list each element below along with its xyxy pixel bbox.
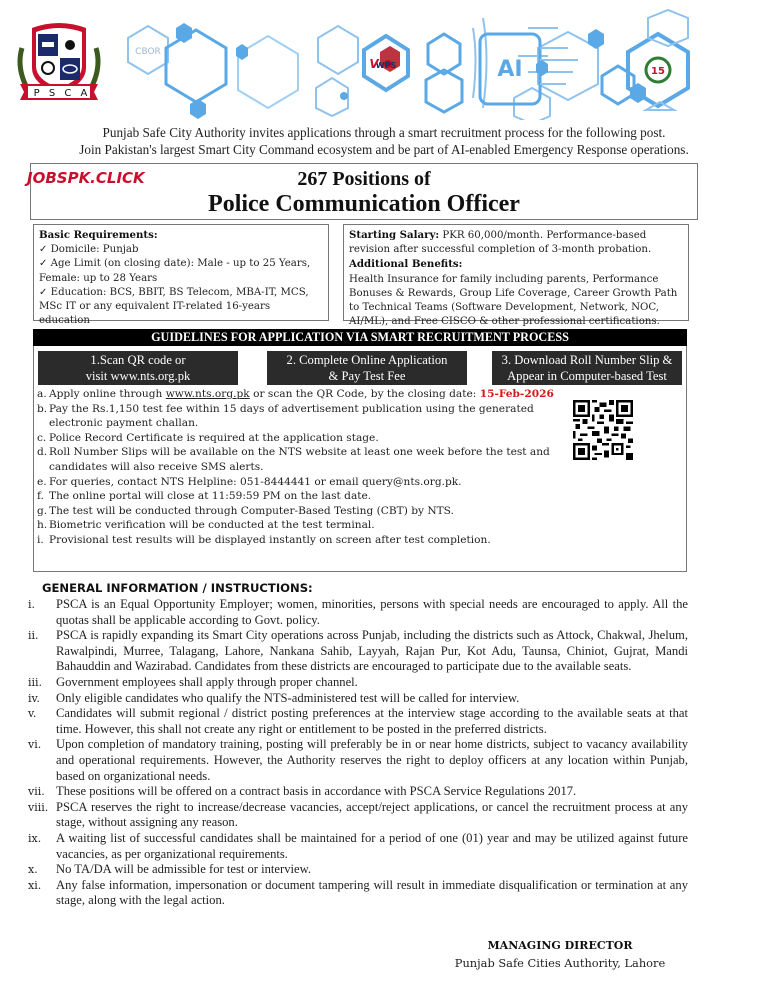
info-item: iv. Only eligible candidates who qualify the NTS-administered test will be called for interview.: [28, 690, 520, 705]
signatory-title: MANAGING DIRECTOR: [487, 939, 633, 952]
guideline-item: h. Biometric verification will be conducted at the test terminal.: [37, 519, 375, 532]
info-item: ii. PSCA is rapidly expanding its Smart City operations across Punjab, including the districts such as Attock, Chakwal, Jhelum, Rawalpindi, Murree, Talagang, Lahore, Nankana Sahib, Layyah, Rajan Pur, Kot Adu, Taunsa, Chiniot, Gujrat, Mandi Bahauddin and Wazirabad. Candidates from these districts are encouraged to participate due to the available seats.: [28, 628, 688, 674]
salary-benefits-box: [343, 224, 689, 328]
salary-text: Starting Salary: PKR 60,000/month. Performance-based revision after successful completion of 3-month probation.: [349, 229, 652, 256]
step-1: 1.Scan QR code or visit www.nts.org.pk: [38, 351, 238, 385]
step-2: 2. Complete Online Application & Pay Test Fee: [267, 351, 467, 385]
logo-text: P S C A: [33, 88, 91, 99]
qr-code-icon[interactable]: [573, 400, 633, 460]
guidelines-list: [37, 387, 567, 548]
title-box: [27, 163, 698, 220]
check-icon: ✓: [39, 286, 48, 298]
guidelines-heading: GUIDELINES FOR APPLICATION VIA SMART RECRUITMENT PROCESS: [33, 329, 687, 346]
info-item: xi. Any false information, impersonation or document tampering will result in immediate disqualification or termination at any stage, along with the legal action.: [28, 877, 688, 908]
info-item: ix. A waiting list of successful candidates shall be maintained for a period of one (01) year and may be utilized against future vacancies, as per organizational requirements.: [28, 830, 688, 861]
check-icon: ✓: [39, 258, 48, 270]
guideline-item: e. For queries, contact NTS Helpline: 051-8444441 or email query@nts.org.pk.: [37, 475, 462, 488]
check-icon: ✓: [39, 244, 48, 256]
svg-text:15: 15: [651, 66, 665, 77]
nts-website-link[interactable]: www.nts.org.pk: [165, 388, 250, 400]
info-item: x. No TA/DA will be admissible for test or interview.: [28, 862, 312, 877]
info-item: vi. Upon completion of mandatory training, posting will preferably be in or near home districts, subject to vacancy availability and operational requirements. However, the Authority reserves the right to deploy officers at any location within Punjab, based on organizational needs.: [28, 737, 688, 783]
intro-line-2: Join Pakistan's largest Smart City Command ecosystem and be part of AI-enabled Emergency Response operations.: [79, 142, 689, 157]
info-item: iii. Government employees shall apply through proper channel.: [28, 674, 358, 689]
tech-graphic: [118, 8, 718, 120]
info-item: v. Candidates will submit regional / district posting preferences at the interview stage according to the available seats at that time. However, this shall not create any right or entitlement to be posted in the preferred districts.: [28, 706, 688, 736]
basic-requirements-box: [33, 224, 329, 327]
salary-label: Starting Salary:: [349, 229, 440, 241]
general-info-list: [28, 597, 688, 909]
step-3: 3. Download Roll Number Slip & Appear in Computer-based Test: [492, 351, 682, 385]
benefits-heading: Additional Benefits:: [349, 258, 463, 271]
info-item: i. PSCA is an Equal Opportunity Employer; women, minorities, persons with special needs are encouraged to apply. All the quotas shall be applicable according to Govt. policy.: [28, 597, 688, 627]
general-info-heading: GENERAL INFORMATION / INSTRUCTIONS:: [42, 581, 313, 595]
header-banner: [0, 0, 768, 122]
requirements-heading: Basic Requirements:: [39, 229, 158, 241]
requirement-item: ✓ Education: BCS, BBIT, BS Telecom, MBA-IT, MCS, MSc IT or any equivalent IT-related 16-years education: [39, 286, 309, 327]
info-item: vii. These positions will be offered on a contract basis in accordance with PSCA Service Regulations 2017.: [28, 784, 577, 799]
closing-date: 15-Feb-2026: [479, 388, 554, 400]
svg-text:WPS: WPS: [375, 61, 397, 70]
signatory-org: Punjab Safe Cities Authority, Lahore: [454, 956, 666, 970]
guideline-item: c. Police Record Certificate is required at the application stage.: [37, 431, 379, 444]
requirement-item: ✓ Domicile: Punjab: [39, 244, 139, 256]
benefits-text: Health Insurance for family including parents, Performance Bonuses & Rewards, Group Life Coverage, Career Growth Path to Technical Teams (Software Development, Network, NOC, AI/ML), and Free CISCO & other professional certifications.: [349, 273, 678, 328]
guideline-item: f. The online portal will close at 11:59:59 PM on the last date.: [37, 490, 372, 503]
requirement-item: ✓ Age Limit (on closing date): Male - up to 25 Years, Female: up to 28 Years: [39, 258, 311, 284]
intro-line-1: Punjab Safe City Authority invites applications through a smart recruitment process for the following post.: [102, 125, 666, 140]
job-title: Police Communication Officer: [208, 191, 520, 217]
svg-text:CBOR: CBOR: [135, 47, 161, 57]
intro-text: [0, 124, 768, 158]
svg-text:V: V: [369, 57, 379, 71]
guideline-item: i. Provisional test results will be displayed instantly on screen after test completion.: [37, 533, 491, 546]
guideline-item: d. Roll Number Slips will be available on the NTS website at least one week before the test and candidates will also receive SMS alerts.: [37, 446, 550, 473]
guideline-item: b. Pay the Rs.1,150 test fee within 15 days of advertisement publication using the generated electronic payment challan.: [37, 402, 534, 430]
info-item: viii. PSCA reserves the right to increase/decrease vacancies, accept/reject applications, or cancel the recruitment process at any stage, without assigning any reason.: [28, 799, 688, 830]
positions-count-title: 267 Positions of: [297, 168, 431, 190]
guidelines-box: [33, 329, 687, 572]
svg-text:AI: AI: [497, 57, 523, 82]
guideline-item: a. Apply online through www.nts.org.pk or scan the QR Code, by the closing date: 15-Feb-2026: [37, 388, 554, 400]
watermark: JOBSPK.CLICK: [27, 169, 145, 187]
guideline-item: g. The test will be conducted through Computer-Based Testing (CBT) by NTS.: [37, 504, 454, 517]
